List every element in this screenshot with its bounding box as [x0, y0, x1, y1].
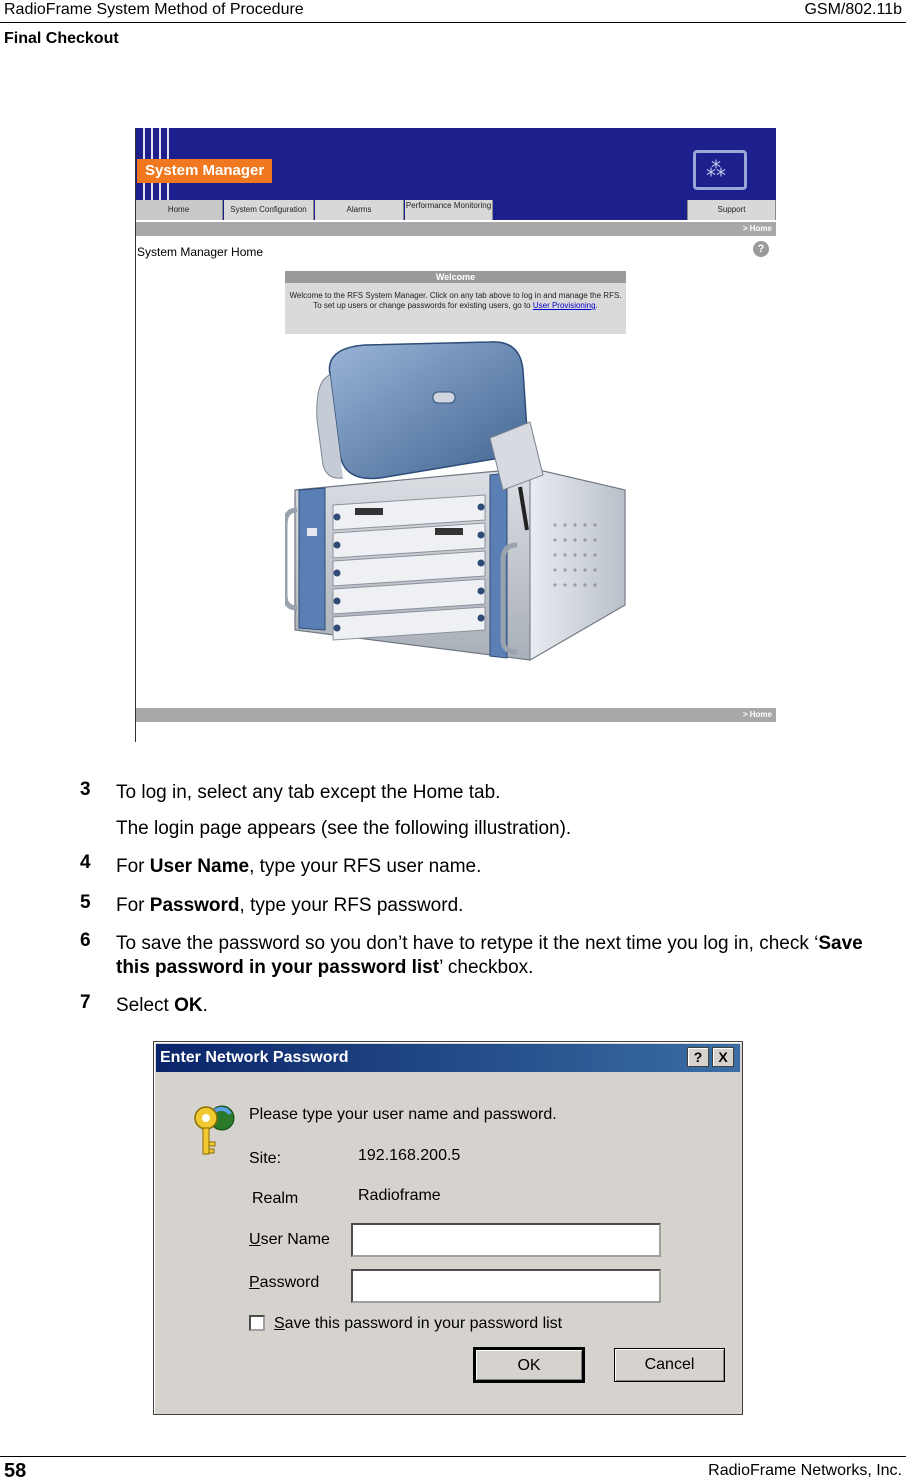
breadcrumb-home-bottom[interactable]: > Home	[135, 708, 776, 722]
welcome-text: Welcome to the RFS System Manager. Click on any tab above to log in and manage the RFS. To set up users or change passwords for existing users, go to User Provisioning.	[289, 291, 622, 310]
step-number-6: 6	[80, 930, 91, 951]
page-number: 58	[4, 1460, 27, 1482]
cancel-button[interactable]: Cancel	[614, 1348, 725, 1382]
rfs-hardware-image	[285, 340, 630, 675]
system-manager-screenshot	[135, 128, 776, 742]
system-manager-title: System Manager	[137, 159, 272, 183]
ok-button[interactable]: OK	[474, 1348, 584, 1382]
footer-rule	[0, 1456, 906, 1457]
step-text-3: To log in, select any tab except the Home tab.	[116, 782, 501, 803]
welcome-heading: Welcome	[285, 271, 626, 283]
dialog-title-bar[interactable]	[156, 1044, 740, 1072]
step-text-6: To save the password so you don’t have to retype it the next time you log in, check ‘Save this password in your password list’ checkbox.	[116, 933, 863, 978]
screenshot-left-border	[135, 128, 136, 742]
step-number-4: 4	[80, 852, 91, 873]
site-value: 192.168.200.5	[358, 1147, 461, 1164]
dialog-title: Enter Network Password	[160, 1049, 349, 1066]
radioframe-logo-icon: ⁂	[693, 150, 747, 190]
section-title: Final Checkout	[4, 30, 119, 47]
welcome-box	[285, 271, 626, 334]
company-name: RadioFrame Networks, Inc.	[708, 1462, 902, 1479]
keys-icon	[192, 1102, 242, 1158]
password-label: Password	[249, 1274, 320, 1291]
tab-performance-monitoring[interactable]: Performance Monitoring	[405, 200, 493, 220]
user-provisioning-link[interactable]: User Provisioning	[532, 301, 596, 310]
system-manager-banner	[135, 128, 776, 220]
realm-label: Realm	[252, 1190, 299, 1207]
tab-alarms[interactable]: Alarms	[315, 200, 404, 220]
password-input[interactable]	[351, 1269, 661, 1303]
close-button[interactable]: X	[712, 1047, 734, 1067]
help-button[interactable]: ?	[687, 1047, 709, 1067]
system-manager-tab-bar	[135, 200, 776, 220]
user-name-input[interactable]	[351, 1223, 661, 1257]
realm-value: Radioframe	[358, 1187, 441, 1204]
breadcrumb-home-top[interactable]: > Home	[135, 222, 776, 236]
save-password-checkbox[interactable]	[249, 1315, 265, 1331]
save-password-label[interactable]: Save this password in your password list	[274, 1315, 563, 1332]
tab-home[interactable]: Home	[135, 200, 223, 220]
step-number-5: 5	[80, 892, 91, 913]
document-code: GSM/802.11b	[804, 1, 902, 18]
page-title: System Manager Home	[137, 245, 264, 259]
dialog-prompt: Please type your user name and password.	[249, 1106, 557, 1123]
step-note-login-page: The login page appears (see the following illustration).	[116, 818, 572, 839]
tab-support[interactable]: Support	[687, 200, 776, 220]
user-name-label: User Name	[249, 1231, 330, 1248]
step-number-7: 7	[80, 992, 91, 1013]
step-text-7: Select OK.	[116, 995, 208, 1016]
step-text-5: For Password, type your RFS password.	[116, 895, 464, 916]
document-title: RadioFrame System Method of Procedure	[4, 1, 304, 18]
enter-network-password-dialog	[153, 1041, 743, 1415]
step-text-4: For User Name, type your RFS user name.	[116, 856, 482, 877]
site-label: Site:	[249, 1150, 282, 1167]
step-number-3: 3	[80, 779, 91, 800]
help-icon[interactable]: ?	[753, 241, 769, 257]
tab-system-configuration[interactable]: System Configuration	[224, 200, 314, 220]
header-rule	[0, 22, 906, 23]
